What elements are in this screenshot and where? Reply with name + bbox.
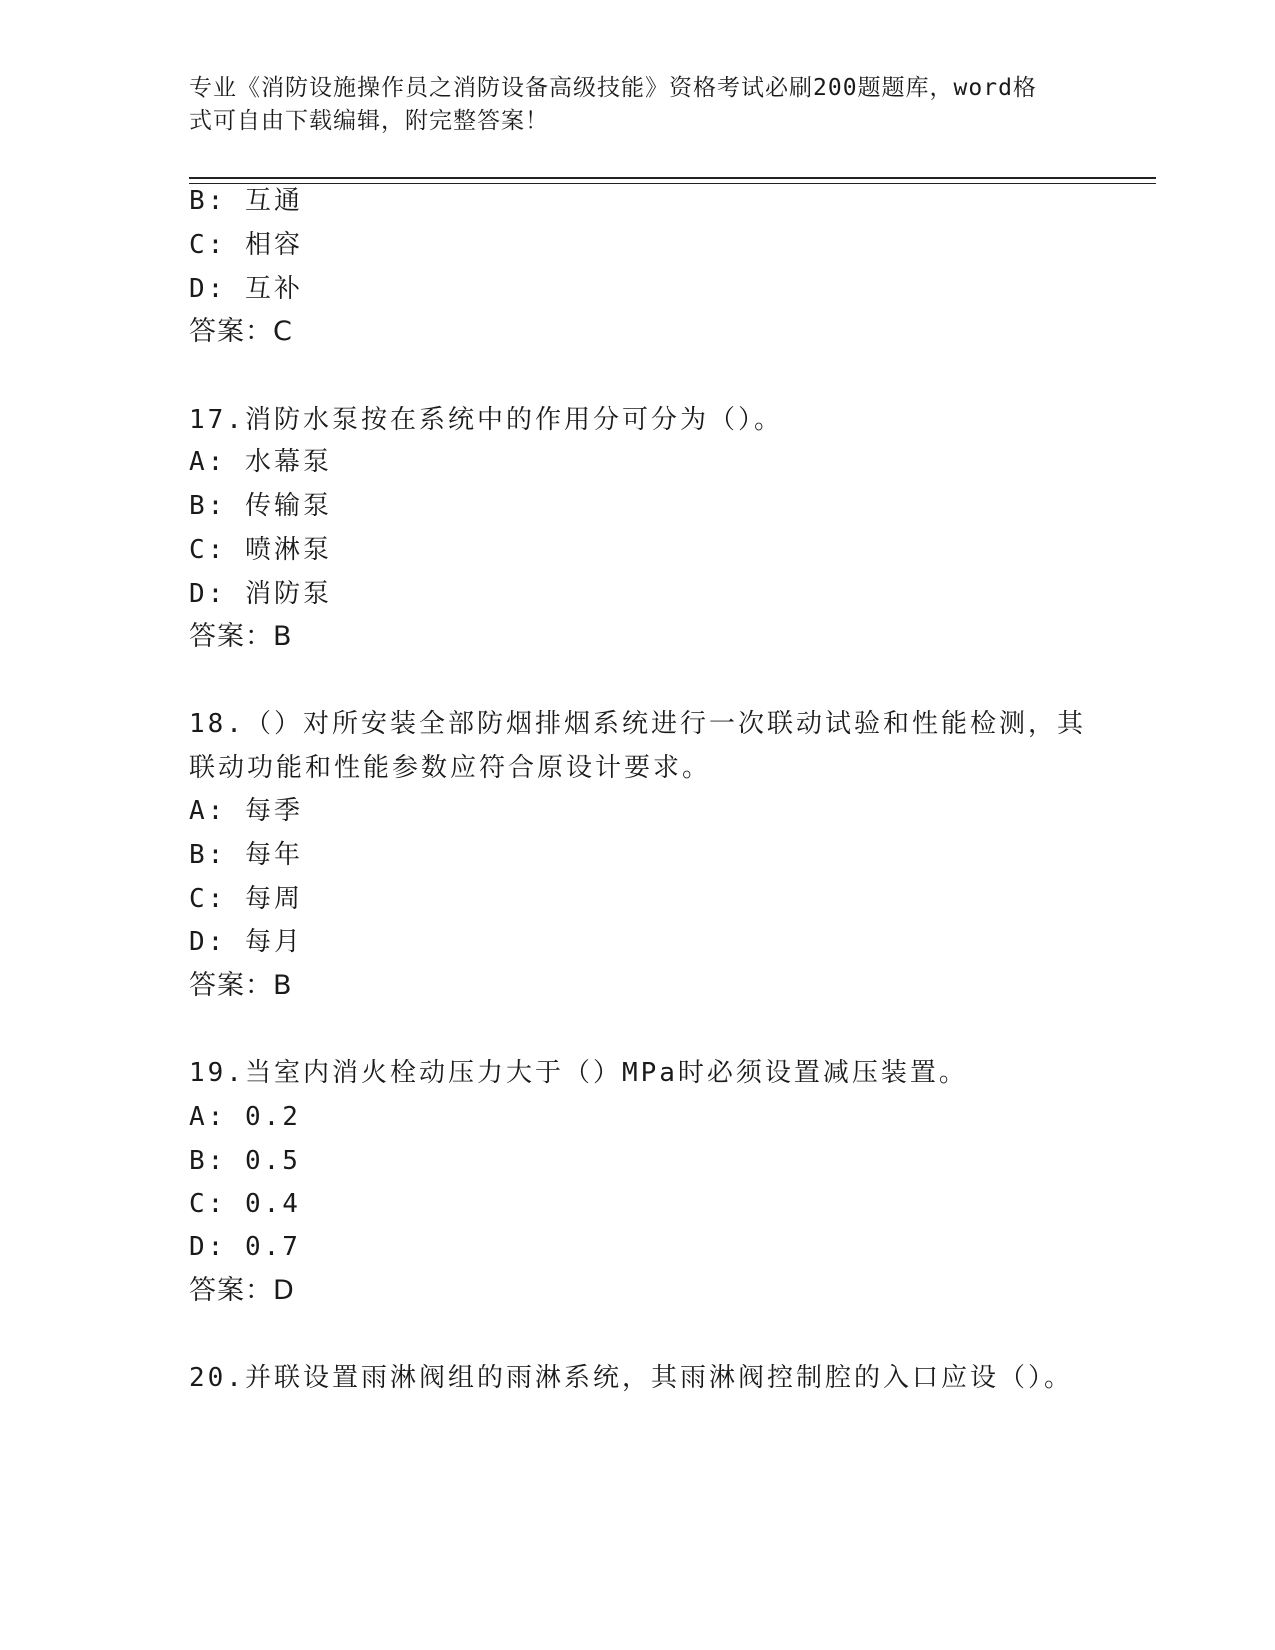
q19-option-b: B: 0.5 [189,1146,301,1176]
q17-answer: 答案：B [189,621,293,652]
q17-option-d: D: 消防泵 [189,579,332,609]
q19-question: 19.当室内消火栓动压力大于（）MPa时必须设置减压装置。 [189,1058,968,1088]
q16-answer: 答案：C [189,316,293,347]
q16-option-b: B: 互通 [189,186,303,216]
q19-option-d: D: 0.7 [189,1232,301,1262]
header-divider-thin [189,183,1156,184]
q17-option-c: C: 喷淋泵 [189,535,332,565]
q18-option-d: D: 每月 [189,927,303,957]
q18-option-a: A: 每季 [189,796,303,826]
q18-option-c: C: 每周 [189,884,303,914]
q19-answer: 答案：D [189,1275,295,1306]
header-divider-thick [189,177,1156,179]
q18-option-b: B: 每年 [189,840,303,870]
q18-question-line-1: 18.（）对所安装全部防烟排烟系统进行一次联动试验和性能检测，其 [189,709,1086,739]
document-header [189,72,1079,138]
q17-question: 17.消防水泵按在系统中的作用分可分为（）。 [189,405,783,435]
q18-answer: 答案：B [189,970,293,1001]
header-line-1: 专业《消防设施操作员之消防设备高级技能》资格考试必刷200题题库，word格 [189,75,1037,101]
header-line-2: 式可自由下载编辑，附完整答案！ [189,108,549,134]
q17-option-a: A: 水幕泵 [189,447,332,477]
q19-option-a: A: 0.2 [189,1102,301,1132]
q16-option-c: C: 相容 [189,230,303,260]
q20-question: 20.并联设置雨淋阀组的雨淋系统，其雨淋阀控制腔的入口应设（）。 [189,1363,1073,1393]
q19-option-c: C: 0.4 [189,1189,301,1219]
q18-question-line-2: 联动功能和性能参数应符合原设计要求。 [189,753,712,783]
q17-option-b: B: 传输泵 [189,491,332,521]
q16-option-d: D: 互补 [189,274,303,304]
